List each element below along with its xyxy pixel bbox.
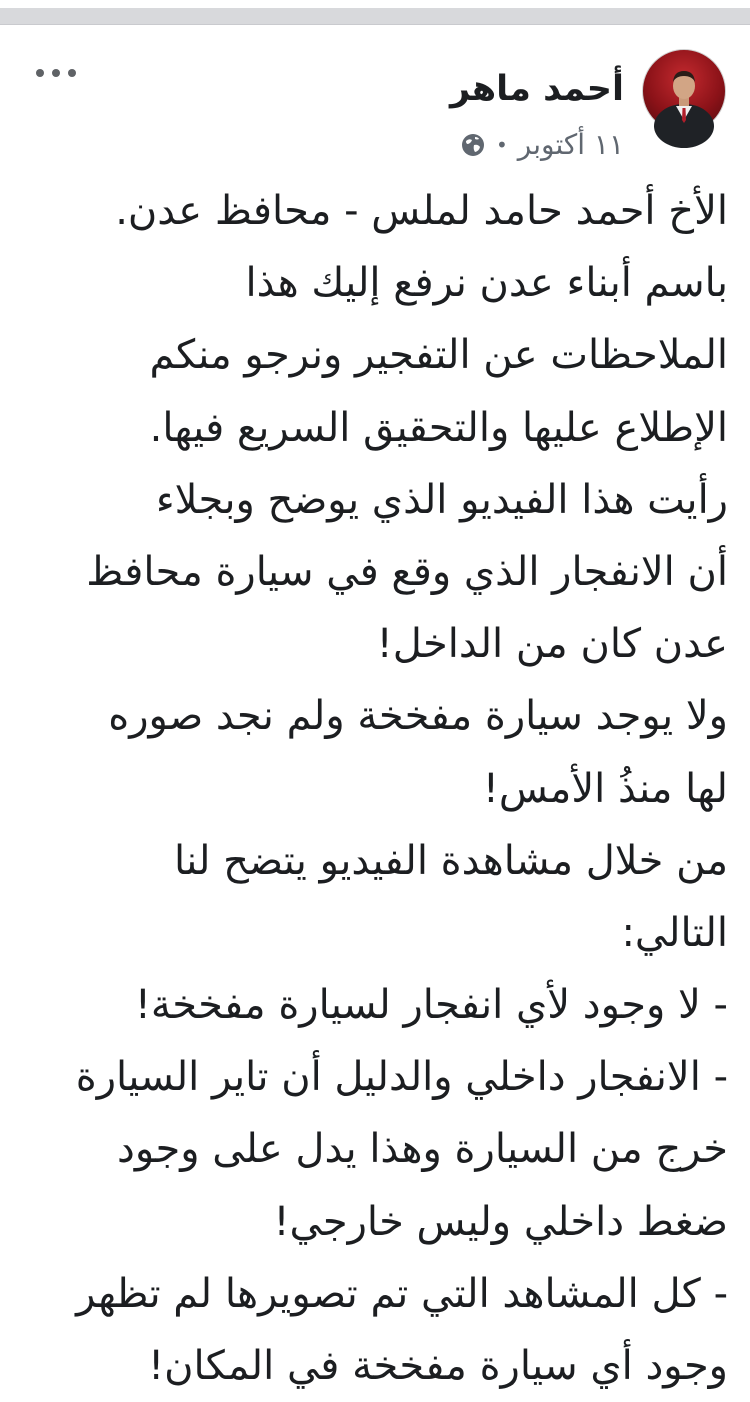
avatar[interactable] <box>642 49 726 133</box>
post-text-line: لها منذُ الأمس! <box>482 765 728 812</box>
top-strip <box>0 0 750 24</box>
author-name[interactable]: أحمد ماهر <box>450 69 624 109</box>
post-text-line: باسم أبناء عدن نرفع إليك هذا <box>245 260 728 307</box>
post-text-line: - كل المشاهد التي تم تصويرها لم تظهر <box>76 1270 728 1317</box>
post-text-line: ولا يوجد سيارة مفخخة ولم نجد صوره <box>108 693 728 740</box>
meta-separator: • <box>495 133 508 157</box>
more-options-button[interactable] <box>36 61 76 85</box>
post-body <box>10 175 728 1402</box>
more-options-icon <box>36 69 44 77</box>
post-date[interactable]: ١١ أكتوبر <box>517 128 624 161</box>
post-text-line: - لا وجود لأي انفجار لسيارة مفخخة! <box>134 982 728 1029</box>
post-text-line: الملاحظات عن التفجير ونرجو منكم <box>149 332 728 379</box>
more-options-dot <box>68 69 76 77</box>
post-text-line: رأيت هذا الفيديو الذي يوضح وبجلاء <box>155 476 728 523</box>
post-text-line: الإطلاع عليها والتحقيق السريع فيها. <box>149 404 728 451</box>
post-text-line: ضغط داخلي وليس خارجي! <box>273 1198 728 1245</box>
post-text-line: خرج من السيارة وهذا يدل على وجود <box>117 1126 728 1173</box>
post-text-line: وجود أي سيارة مفخخة في المكان! <box>148 1343 728 1389</box>
globe-icon <box>460 132 486 158</box>
post-text-line: من خلال مشاهدة الفيديو يتضح لنا <box>173 837 728 884</box>
post-text-line: - الانفجار داخلي والدليل أن تاير السيارة <box>75 1054 728 1101</box>
post-text-line: الأخ أحمد حامد لملس - محافظ عدن. <box>115 188 728 234</box>
post-text-line: أن الانفجار الذي وقع في سيارة محافظ <box>86 548 728 595</box>
post-meta <box>460 125 624 165</box>
post-text-line: التالي: <box>621 909 728 956</box>
avatar-image <box>643 50 725 132</box>
post-text-line: عدن كان من الداخل! <box>376 621 728 668</box>
separator-bar <box>0 8 750 25</box>
post-card <box>0 25 750 1389</box>
more-options-dot <box>52 69 60 77</box>
